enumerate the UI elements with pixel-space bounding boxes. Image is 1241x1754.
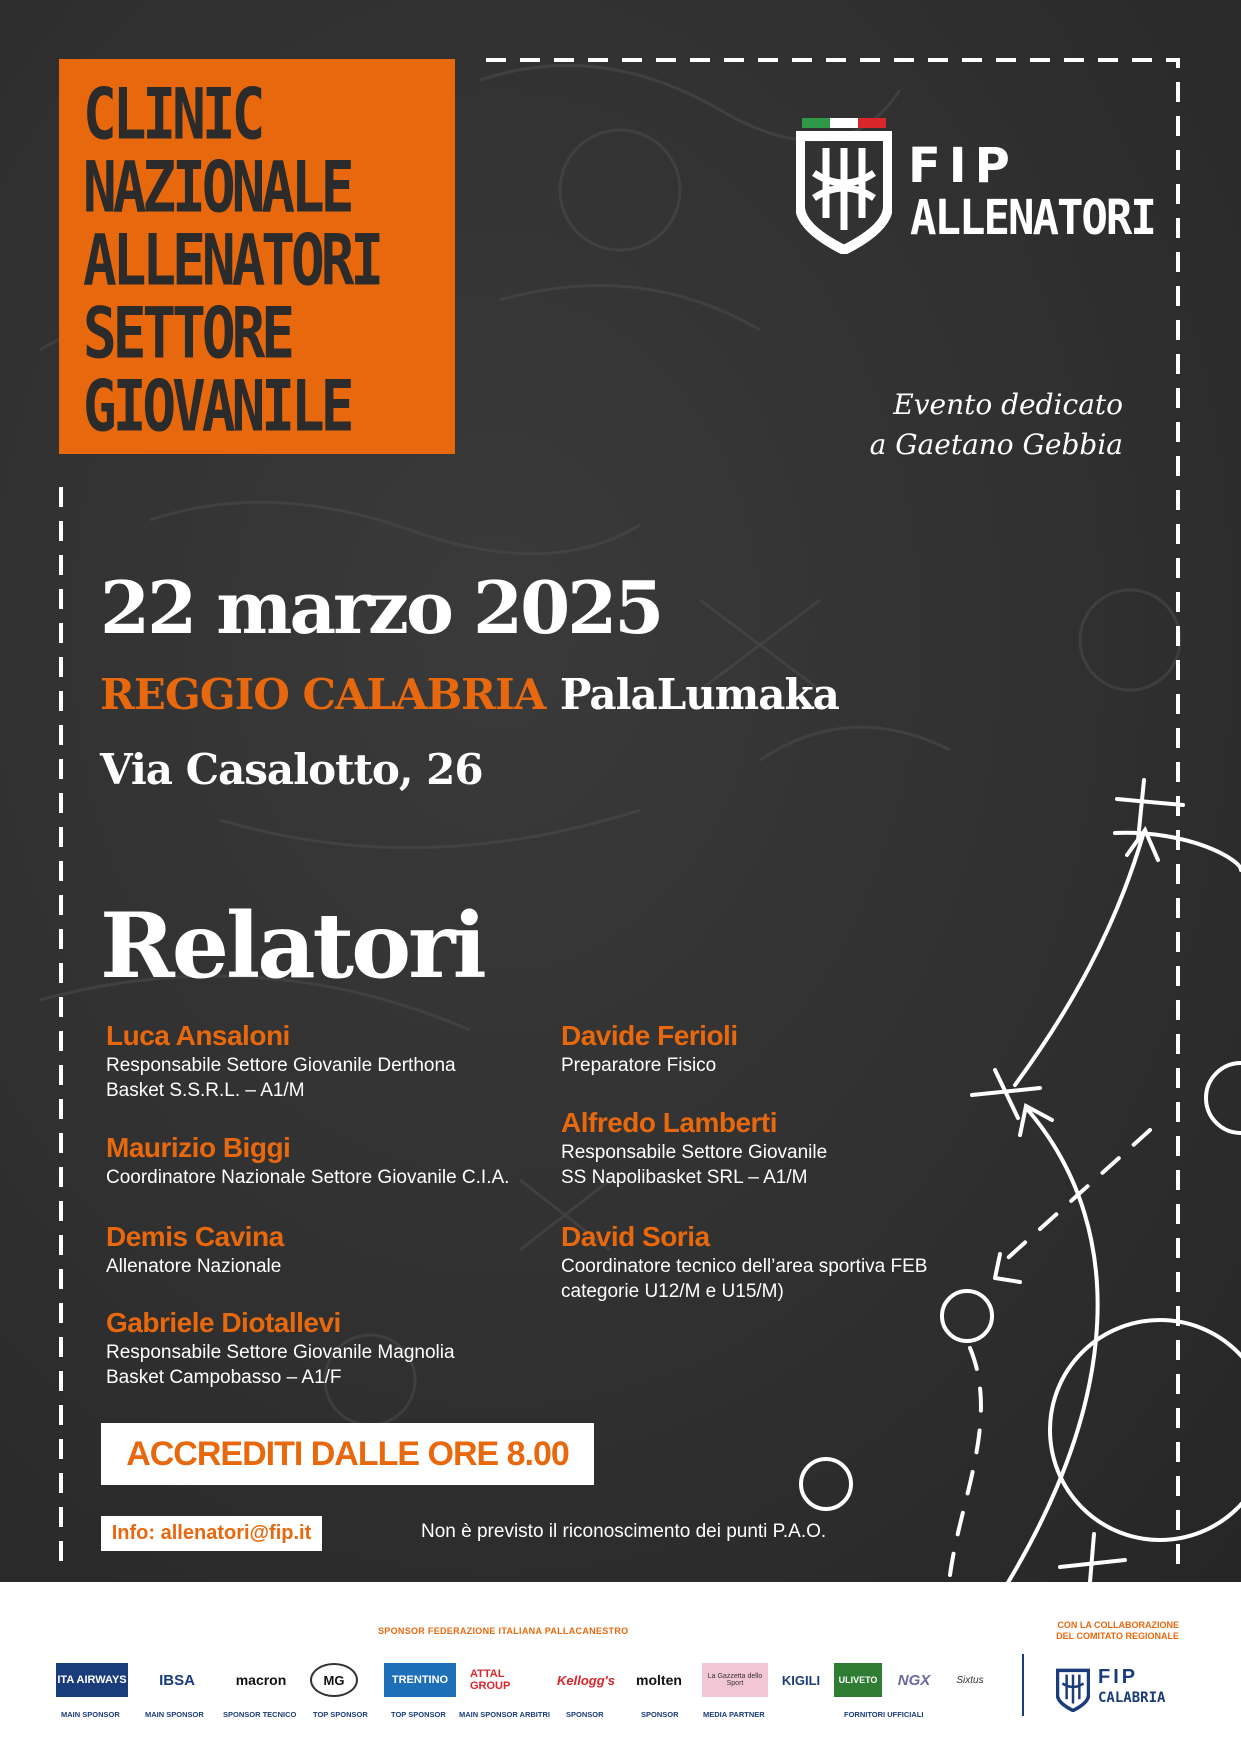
title-line-4: SETTORE — [83, 293, 292, 375]
sponsor-logo-ita-airways — [56, 1663, 128, 1697]
sponsor-logo-text: TRENTINO — [391, 1674, 449, 1686]
speaker-role: Preparatore Fisico — [561, 1055, 717, 1076]
sponsor-logo-ngx — [890, 1663, 938, 1697]
speaker-name: Davide Ferioli — [561, 1020, 738, 1051]
sponsor-caption: MAIN SPONSOR — [61, 1710, 120, 1719]
relatori-heading: Relatori — [100, 893, 484, 999]
sponsor-caption: MAIN SPONSOR — [145, 1710, 204, 1719]
accrediti-banner — [101, 1423, 594, 1485]
speaker-name: Gabriele Diotallevi — [106, 1307, 341, 1338]
fip-shield-icon — [796, 118, 892, 254]
event-city: REGGIO CALABRIA — [100, 670, 546, 719]
dedication-line-2: a Gaetano Gebbia — [869, 428, 1123, 461]
sponsor-logo-text: macron — [235, 1672, 287, 1688]
fip-shield-icon — [1056, 1664, 1090, 1712]
logo-fip-text: FIP — [908, 138, 1018, 194]
sponsor-logo-mg — [310, 1663, 358, 1697]
sponsor-logo-kigili — [778, 1663, 824, 1697]
speaker — [106, 1133, 536, 1190]
sponsor-logo-text: Kellogg's — [557, 1672, 615, 1688]
sponsor-logo-text: La Gazzetta dello Sport — [707, 1673, 763, 1687]
footer-divider — [1022, 1654, 1024, 1716]
speaker-name: Demis Cavina — [106, 1221, 284, 1252]
fip-calabria-line2: CALABRIA — [1098, 1690, 1166, 1706]
speaker — [561, 1108, 991, 1190]
sponsor-caption: MAIN SPONSOR ARBITRI — [459, 1710, 550, 1719]
speaker-role: Allenatore Nazionale — [106, 1256, 282, 1277]
speaker-role: Basket S.S.R.L. – A1/M — [106, 1080, 305, 1101]
fip-allenatori-logo — [796, 118, 1155, 258]
speaker — [561, 1021, 991, 1078]
sponsor-caption: SPONSOR — [566, 1710, 604, 1719]
sponsor-logo-text: ULIVETO — [838, 1675, 878, 1685]
info-email-link[interactable]: Info: allenatori@fip.it — [111, 1522, 312, 1544]
pao-note: Non è previsto il riconoscimento dei punti P.A.O. — [421, 1521, 827, 1542]
sponsor-logo-kelloggs — [555, 1663, 617, 1697]
dedication — [870, 385, 1123, 465]
sponsor-logo-attal — [470, 1663, 540, 1697]
speaker-role: Basket Campobasso – A1/F — [106, 1367, 342, 1388]
speaker-name: Luca Ansaloni — [106, 1020, 290, 1051]
sponsor-logo-text: ATTAL GROUP — [470, 1668, 511, 1692]
title-line-2: NAZIONALE — [83, 147, 351, 229]
speaker-name: David Soria — [561, 1221, 710, 1252]
speaker — [106, 1222, 536, 1279]
info-box[interactable] — [101, 1516, 322, 1551]
event-hall: PalaLumaka — [559, 670, 839, 719]
sponsor-logo-ibsa — [144, 1663, 210, 1697]
sponsor-caption: SPONSOR — [641, 1710, 679, 1719]
sponsor-caption: MEDIA PARTNER — [703, 1710, 765, 1719]
collab-line-2: DEL COMITATO REGIONALE — [1056, 1631, 1179, 1641]
sponsor-logo-sixtus — [944, 1663, 996, 1697]
event-date: 22 marzo 2025 — [100, 565, 662, 650]
sponsor-caption: FORNITORI UFFICIALI — [844, 1710, 924, 1719]
dedication-line-1: Evento dedicato — [893, 388, 1123, 421]
sponsor-caption: SPONSOR TECNICO — [223, 1710, 297, 1719]
title-box — [59, 59, 455, 454]
sponsor-title: SPONSOR FEDERAZIONE ITALIANA PALLACANESTRO — [378, 1626, 629, 1636]
speaker-role: Responsabile Settore Giovanile Magnolia — [106, 1342, 455, 1363]
speaker — [561, 1222, 991, 1304]
sponsor-footer — [0, 1582, 1241, 1754]
speaker — [106, 1021, 536, 1103]
sponsor-logo-uliveto — [834, 1663, 882, 1697]
sponsor-logo-text: NGX — [897, 1671, 931, 1689]
speaker-name: Maurizio Biggi — [106, 1132, 291, 1163]
accrediti-text: ACCREDITI DALLE ORE 8.00 — [126, 1434, 569, 1473]
speaker-role: categorie U12/M e U15/M) — [561, 1281, 784, 1302]
sponsor-logo-trentino — [384, 1663, 456, 1697]
sponsor-logo-text: IBSA — [159, 1671, 195, 1689]
title-line-1: CLINIC — [83, 74, 262, 156]
title-line-5: GIOVANILE — [83, 366, 351, 448]
speaker-role: Responsabile Settore Giovanile Derthona — [106, 1055, 456, 1076]
speaker-role: Coordinatore Nazionale Settore Giovanile C.I.A. — [106, 1167, 510, 1188]
sponsor-logo-molten — [628, 1663, 690, 1697]
speaker-role: Responsabile Settore Giovanile — [561, 1142, 828, 1163]
sponsor-caption: TOP SPONSOR — [391, 1710, 446, 1719]
sponsor-caption: TOP SPONSOR — [313, 1710, 368, 1719]
logo-allenatori-text: ALLENATORI — [910, 190, 1155, 247]
sponsor-logo-gazzetta — [702, 1663, 768, 1697]
sponsor-logo-text: KIGILI — [781, 1672, 821, 1688]
event-venue — [100, 670, 839, 719]
speaker — [106, 1308, 536, 1390]
speaker-role: Coordinatore tecnico dell’area sportiva FEB — [561, 1256, 928, 1277]
speaker-role: SS Napolibasket SRL – A1/M — [561, 1167, 808, 1188]
sponsor-logo-text: molten — [636, 1672, 682, 1688]
fip-calabria-logo — [1056, 1664, 1186, 1714]
collab-line-1: CON LA COLLABORAZIONE — [1057, 1620, 1179, 1630]
sponsor-logo-text: MG — [323, 1672, 345, 1688]
speaker-name: Alfredo Lamberti — [561, 1107, 778, 1138]
event-address: Via Casalotto, 26 — [100, 745, 483, 794]
fip-calabria-line1: FIP — [1098, 1666, 1139, 1688]
sponsor-logo-macron — [224, 1663, 298, 1697]
sponsor-logo-text: Sixtus — [956, 1674, 984, 1686]
sponsor-logo-text: ITA AIRWAYS — [57, 1674, 127, 1686]
collab-note — [1056, 1620, 1179, 1642]
title-line-3: ALLENATORI — [83, 220, 381, 302]
